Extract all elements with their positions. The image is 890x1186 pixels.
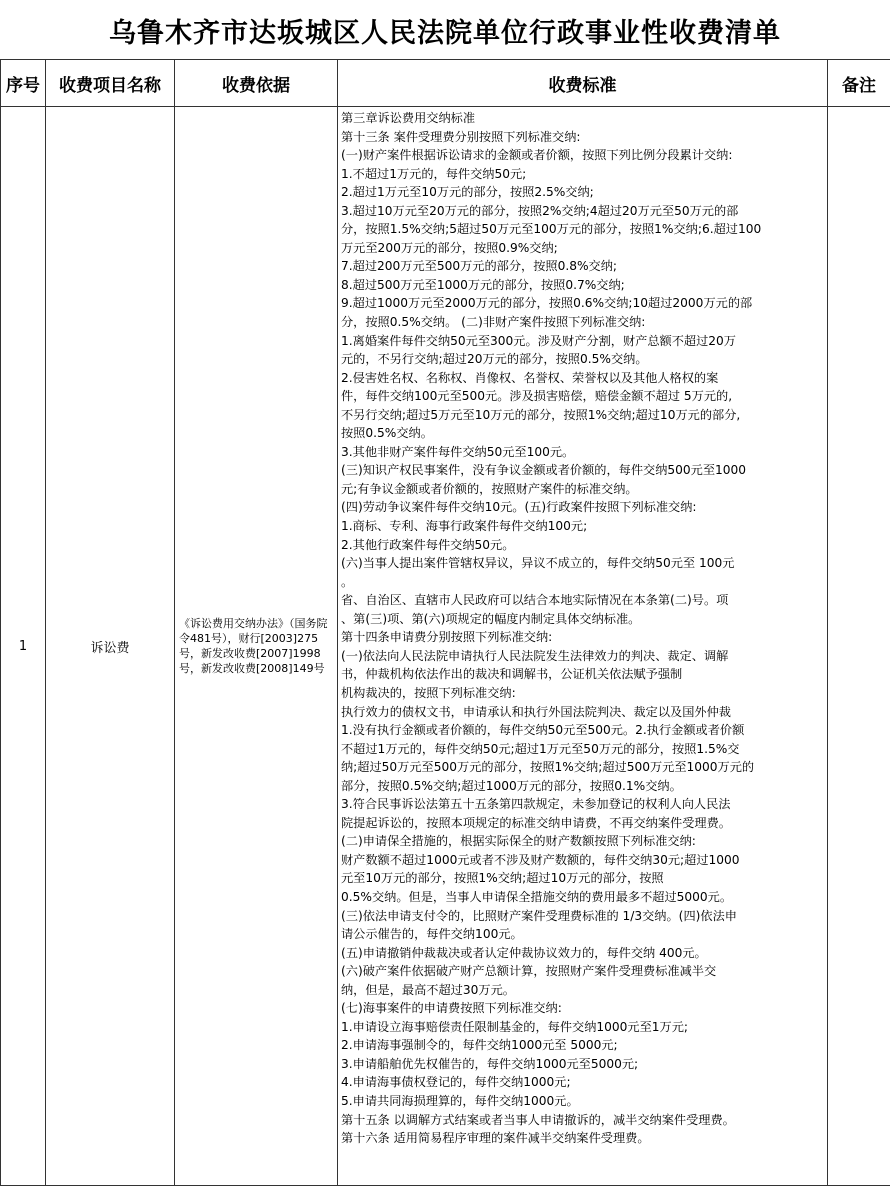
standard-line: 3.申请船舶优先权催告的，每件交纳1000元至5000元; [341, 1055, 825, 1074]
page-title: 乌鲁木齐市达坂城区人民法院单位行政事业性收费清单 [0, 0, 890, 60]
standard-line: 1.没有执行金额或者价额的，每件交纳50元至500元。2.执行金额或者价额 [341, 721, 825, 740]
standard-line: 万元至200万元的部分，按照0.9%交纳; [341, 239, 825, 258]
standard-line: 2.申请海事强制令的，每件交纳1000元至 5000元; [341, 1036, 825, 1055]
standard-line: 第三章诉讼费用交纳标准 [341, 109, 825, 128]
standard-line: 4.申请海事债权登记的，每件交纳1000元; [341, 1073, 825, 1092]
standard-line: 执行效力的债权文书，申请承认和执行外国法院判决、裁定以及国外仲裁 [341, 703, 825, 722]
standard-line: 分，按照0.5%交纳。 (二)非财产案件按照下列标准交纳: [341, 313, 825, 332]
standard-line: 元的，不另行交纳;超过20万元的部分，按照0.5%交纳。 [341, 350, 825, 369]
standard-line: 按照0.5%交纳。 [341, 424, 825, 443]
standard-line: 第十五条 以调解方式结案或者当事人申请撤诉的，减半交纳案件受理费。 [341, 1111, 825, 1130]
standard-line: 9.超过1000万元至2000万元的部分，按照0.6%交纳;10超过2000万元的部 [341, 294, 825, 313]
standard-line: 1.离婚案件每件交纳50元至300元。涉及财产分割，财产总额不超过20万 [341, 332, 825, 351]
standard-line: 2.超过1万元至10万元的部分，按照2.5%交纳; [341, 183, 825, 202]
cell-remark [828, 107, 890, 1186]
standard-line: (一)依法向人民法院申请执行人民法院发生法律效力的判决、裁定、调解 [341, 647, 825, 666]
standard-line: 院提起诉讼的，按照本项规定的标准交纳申请费，不再交纳案件受理费。 [341, 814, 825, 833]
standard-line: (六)当事人提出案件管辖权异议，异议不成立的，每件交纳50元至 100元 [341, 554, 825, 573]
standard-line: (三)知识产权民事案件，没有争议金额或者价额的，每件交纳500元至1000 [341, 461, 825, 480]
standard-line: 。 [341, 573, 825, 592]
standard-line: (三)依法申请支付令的，比照财产案件受理费标准的 1/3交纳。(四)依法申 [341, 907, 825, 926]
standard-line: 3.符合民事诉讼法第五十五条第四款规定，未参加登记的权利人向人民法 [341, 795, 825, 814]
standard-line: (五)申请撤销仲裁裁决或者认定仲裁协议效力的，每件交纳 400元。 [341, 944, 825, 963]
standard-line: 第十六条 适用简易程序审理的案件减半交纳案件受理费。 [341, 1129, 825, 1148]
fee-table [0, 59, 890, 1186]
standard-line: 件，每件交纳100元至500元。涉及损害赔偿，赔偿金额不超过 5万元的, [341, 387, 825, 406]
cell-standard [338, 107, 828, 1186]
standard-line: 2.侵害姓名权、名称权、肖像权、名誉权、荣誉权以及其他人格权的案 [341, 369, 825, 388]
standard-line: 3.超过10万元至20万元的部分，按照2%交纳;4超过20万元至50万元的部 [341, 202, 825, 221]
standard-line: 7.超过200万元至500万元的部分，按照0.8%交纳; [341, 257, 825, 276]
cell-basis: 《诉讼费用交纳办法》（国务院令481号），财行[2003]275号，新发改收费[2007]1998号，新发改收费[2008]149号 [175, 107, 338, 1186]
standard-line: 0.5%交纳。但是，当事人申请保全措施交纳的费用最多不超过5000元。 [341, 888, 825, 907]
table-row [1, 107, 890, 1186]
standard-line: 8.超过500万元至1000万元的部分，按照0.7%交纳; [341, 276, 825, 295]
standard-line: 5.申请共同海损理算的，每件交纳1000元。 [341, 1092, 825, 1111]
standard-line: 书，仲裁机构依法作出的裁决和调解书，公证机关依法赋予强制 [341, 665, 825, 684]
standard-line: 部分，按照0.5%交纳;超过1000万元的部分，按照0.1%交纳。 [341, 777, 825, 796]
table-header-row [1, 60, 890, 107]
standard-line: 元至10万元的部分，按照1%交纳;超过10万元的部分，按照 [341, 869, 825, 888]
standard-line: 请公示催告的，每件交纳100元。 [341, 925, 825, 944]
standard-line: 纳;超过50万元至500万元的部分，按照1%交纳;超过500万元至1000万元的 [341, 758, 825, 777]
standard-line: 2.其他行政案件每件交纳50元。 [341, 536, 825, 555]
header-standard: 收费标准 [338, 60, 828, 107]
header-seq: 序号 [1, 60, 46, 107]
standard-line: 1.商标、专利、海事行政案件每件交纳100元; [341, 517, 825, 536]
header-item-name: 收费项目名称 [46, 60, 175, 107]
standard-line: (四)劳动争议案件每件交纳10元。(五)行政案件按照下列标准交纳: [341, 498, 825, 517]
standard-line: 、第(三)项、第(六)项规定的幅度内制定具体交纳标准。 [341, 610, 825, 629]
standard-line: 机构裁决的，按照下列标准交纳: [341, 684, 825, 703]
standard-line: 省、自治区、直辖市人民政府可以结合本地实际情况在本条第(二)号。项 [341, 591, 825, 610]
cell-seq: 1 [1, 107, 46, 1186]
standard-line: 第十四条申请费分别按照下列标准交纳: [341, 628, 825, 647]
standard-line: 分，按照1.5%交纳;5超过50万元至100万元的部分，按照1%交纳;6.超过100 [341, 220, 825, 239]
header-remark: 备注 [828, 60, 890, 107]
standard-line: 第十三条 案件受理费分别按照下列标准交纳: [341, 128, 825, 147]
standard-line: 1.不超过1万元的，每件交纳50元; [341, 165, 825, 184]
standard-line: 不超过1万元的，每件交纳50元;超过1万元至50万元的部分，按照1.5%交 [341, 740, 825, 759]
header-basis: 收费依据 [175, 60, 338, 107]
standard-line: (一)财产案件根据诉讼请求的金额或者价额，按照下列比例分段累计交纳: [341, 146, 825, 165]
standard-line: (六)破产案件依据破产财产总额计算，按照财产案件受理费标准减半交 [341, 962, 825, 981]
standard-line: 纳，但是，最高不超过30万元。 [341, 981, 825, 1000]
standard-line: 3.其他非财产案件每件交纳50元至100元。 [341, 443, 825, 462]
standard-line: (二)申请保全措施的，根据实际保全的财产数额按照下列标准交纳: [341, 832, 825, 851]
cell-item-name: 诉讼费 [46, 107, 175, 1186]
standard-line: 元;有争议金额或者价额的，按照财产案件的标准交纳。 [341, 480, 825, 499]
standard-line: 不另行交纳;超过5万元至10万元的部分，按照1%交纳;超过10万元的部分, [341, 406, 825, 425]
standard-line: 财产数额不超过1000元或者不涉及财产数额的，每件交纳30元;超过1000 [341, 851, 825, 870]
standard-line: (七)海事案件的申请费按照下列标准交纳: [341, 999, 825, 1018]
standard-line: 1.申请设立海事赔偿责任限制基金的，每件交纳1000元至1万元; [341, 1018, 825, 1037]
